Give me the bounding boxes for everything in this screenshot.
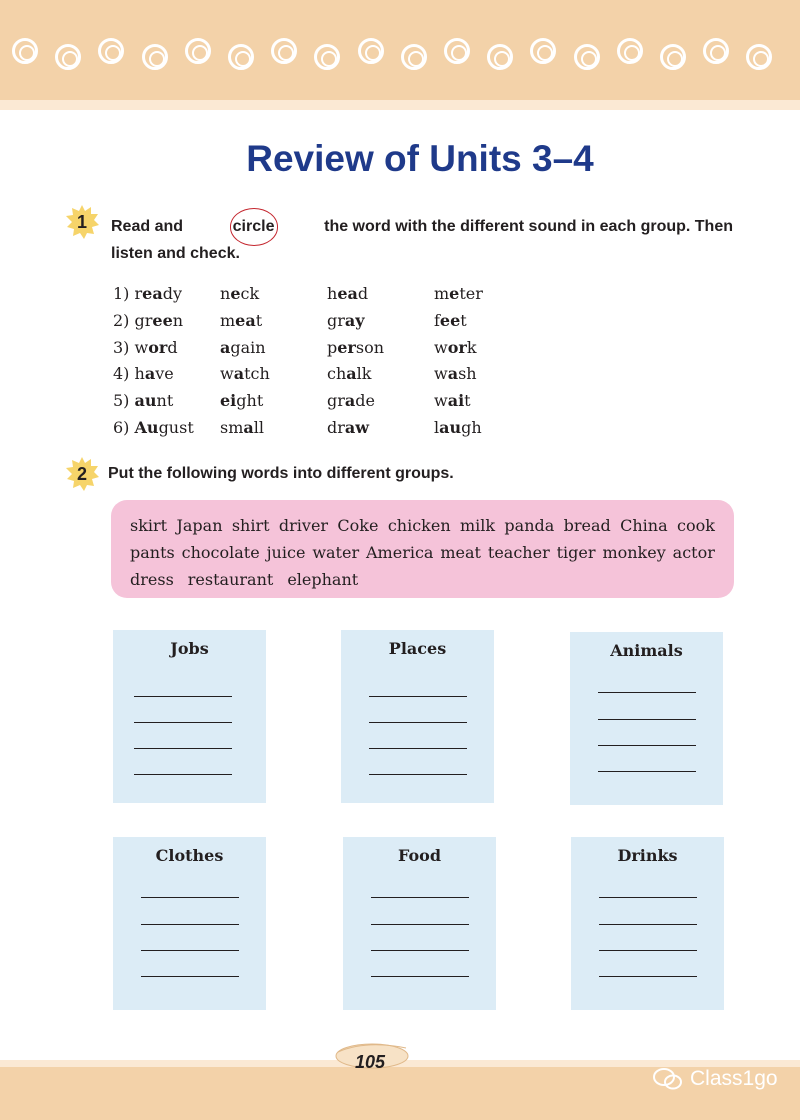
answer-blank[interactable] — [598, 719, 696, 720]
ring-ornament — [703, 38, 729, 64]
highlighted-letters: ea — [235, 310, 256, 330]
word-bank-word[interactable]: elephant — [287, 570, 359, 589]
word-part: de — [355, 391, 375, 411]
top-banner-stripe — [0, 100, 800, 110]
category-title: Clothes — [155, 846, 224, 865]
word-bank-word[interactable]: tiger — [556, 543, 596, 562]
sound-group-row — [113, 337, 514, 364]
exercise-2-instruction: Put the following words into different groups. — [108, 465, 454, 482]
ring-ornament — [228, 44, 254, 70]
word-part: w — [434, 364, 448, 384]
answer-blank[interactable] — [599, 976, 697, 977]
row-number: 1) — [113, 284, 130, 303]
answer-blank[interactable] — [141, 897, 239, 898]
word-bank-word[interactable]: chocolate — [181, 543, 260, 562]
word-option[interactable] — [220, 283, 327, 310]
sound-group-row — [113, 390, 514, 417]
category-box-places — [341, 630, 494, 803]
word-bank-line — [130, 539, 715, 566]
answer-blank[interactable] — [371, 897, 469, 898]
word-option[interactable] — [220, 337, 327, 364]
highlighted-letters: ee — [152, 310, 173, 330]
word-bank-line — [130, 512, 715, 539]
word-bank-word[interactable]: Coke — [337, 516, 379, 535]
word-part: h — [134, 364, 145, 384]
ring-ornament — [12, 38, 38, 64]
word-option[interactable] — [327, 417, 434, 444]
ring-ornament — [746, 44, 772, 70]
category-title: Places — [388, 639, 447, 658]
word-bank-word[interactable]: milk — [459, 516, 496, 535]
word-bank-word[interactable]: skirt — [130, 516, 168, 535]
highlighted-letters: ai — [447, 391, 465, 411]
word-part: n — [220, 284, 231, 303]
answer-blank[interactable] — [598, 771, 696, 772]
word-part: lk — [356, 364, 372, 384]
chat-bubble-icon — [652, 1066, 684, 1092]
word-part: l — [434, 417, 440, 437]
word-part: gust — [158, 417, 194, 437]
word-part: t — [255, 310, 263, 330]
category-box-drinks — [571, 837, 724, 1010]
instruction-text-before: Read and — [111, 218, 184, 235]
watermark — [652, 1066, 778, 1092]
highlighted-letters: ea — [337, 284, 358, 303]
word-part: t — [460, 310, 467, 330]
word-option[interactable] — [434, 310, 514, 337]
word-part: son — [355, 337, 385, 357]
word-part: w — [434, 391, 448, 411]
word-part: w — [220, 364, 234, 384]
word-bank-word[interactable]: juice — [266, 543, 306, 562]
row-number: 4) — [113, 364, 130, 384]
ring-ornament — [617, 38, 643, 64]
word-option[interactable] — [113, 417, 220, 444]
exercise-2-badge — [64, 456, 100, 492]
answer-blank[interactable] — [134, 696, 232, 697]
word-option[interactable] — [220, 417, 327, 444]
word-part: dy — [162, 284, 182, 303]
highlighted-letters: e — [449, 284, 460, 303]
word-bank-word[interactable]: panda — [504, 516, 555, 535]
word-part: r — [134, 284, 143, 303]
word-bank-word[interactable]: restaurant — [187, 570, 274, 589]
answer-blank[interactable] — [371, 924, 469, 925]
answer-blank[interactable] — [599, 950, 697, 951]
page-title: Review of Units 3–4 — [246, 138, 594, 179]
word-option[interactable] — [434, 390, 514, 417]
ring-ornament — [358, 38, 384, 64]
ring-ornament — [271, 38, 297, 64]
row-number: 5) — [113, 391, 130, 411]
word-bank-word[interactable]: water — [312, 543, 360, 562]
word-part: m — [220, 310, 236, 330]
word-option[interactable] — [113, 390, 220, 417]
row-number: 3) — [113, 337, 130, 357]
highlighted-letters: ay — [344, 310, 365, 330]
word-bank-word[interactable]: bread — [563, 516, 611, 535]
word-part: gr — [134, 310, 153, 330]
word-bank-word[interactable]: Japan — [176, 516, 223, 535]
word-part: d — [357, 284, 369, 303]
word-part: h — [327, 284, 338, 303]
highlighted-letters: Au — [134, 417, 159, 437]
exercise-1-badge — [64, 204, 100, 240]
word-part: gr — [327, 391, 345, 411]
word-option[interactable] — [113, 337, 220, 364]
exercise-2-number: 2 — [76, 464, 87, 484]
answer-blank[interactable] — [141, 924, 239, 925]
sound-group-row — [113, 363, 514, 390]
answer-blank[interactable] — [598, 745, 696, 746]
word-option[interactable] — [434, 283, 514, 310]
answer-blank[interactable] — [369, 696, 467, 697]
word-part: f — [434, 310, 440, 330]
answer-blank[interactable] — [599, 924, 697, 925]
highlighted-letters: er — [337, 337, 356, 357]
word-option[interactable] — [434, 363, 514, 390]
highlighted-letters: or — [148, 337, 168, 357]
word-part: n — [172, 310, 184, 330]
word-part: ck — [240, 284, 260, 303]
word-part: d — [167, 337, 178, 357]
row-number: 6) — [113, 417, 130, 437]
highlighted-letters: a — [144, 364, 156, 384]
word-option[interactable] — [220, 390, 327, 417]
word-part: gh — [461, 417, 482, 437]
category-title: Food — [397, 846, 441, 865]
highlighted-letters: ea — [142, 284, 163, 303]
word-part: gain — [230, 337, 266, 357]
answer-blank[interactable] — [371, 976, 469, 977]
answer-blank[interactable] — [134, 748, 232, 749]
word-option[interactable] — [113, 283, 220, 310]
category-box-jobs — [113, 630, 266, 803]
sound-group-row — [113, 417, 514, 444]
highlighted-letters: au — [134, 391, 157, 411]
word-bank-word[interactable]: cook — [676, 516, 715, 535]
word-bank-word[interactable]: pants — [130, 543, 175, 562]
word-part: ter — [459, 284, 483, 303]
highlighted-letters: ei — [220, 391, 237, 411]
word-part: ve — [155, 364, 174, 384]
word-bank-word[interactable]: driver — [278, 516, 329, 535]
ring-ornament — [574, 44, 600, 70]
word-bank-word[interactable]: teacher — [487, 543, 550, 562]
answer-blank[interactable] — [369, 748, 467, 749]
word-option[interactable] — [327, 310, 434, 337]
word-part: ch — [327, 364, 347, 384]
word-bank-word[interactable]: dress — [130, 570, 174, 589]
highlighted-letters: au — [439, 417, 462, 437]
word-bank-line — [130, 566, 715, 593]
sound-groups — [113, 283, 514, 444]
ring-ornament — [185, 38, 211, 64]
category-title: Animals — [610, 641, 683, 660]
highlighted-letters: ee — [439, 310, 461, 330]
word-option[interactable] — [113, 310, 220, 337]
word-part: w — [134, 337, 149, 357]
highlighted-letters: aw — [344, 417, 370, 437]
ring-ornament — [55, 44, 81, 70]
word-bank-word[interactable]: shirt — [231, 516, 270, 535]
answer-blank[interactable] — [371, 950, 469, 951]
ring-ornament — [314, 44, 340, 70]
word-part: w — [434, 337, 448, 357]
word-bank-word[interactable]: China — [620, 516, 668, 535]
ring-ornament — [530, 38, 556, 64]
word-bank-word[interactable]: actor — [672, 543, 715, 562]
answer-blank[interactable] — [599, 897, 697, 898]
answer-blank[interactable] — [141, 950, 239, 951]
word-part: tch — [244, 364, 270, 384]
word-part: k — [466, 337, 477, 357]
answer-blank[interactable] — [598, 692, 696, 693]
word-part: p — [327, 337, 338, 357]
top-banner — [0, 0, 800, 100]
answer-blank[interactable] — [134, 774, 232, 775]
category-box-animals — [570, 632, 723, 805]
word-bank-word[interactable]: chicken — [387, 516, 451, 535]
row-number: 2) — [113, 310, 130, 330]
answer-blank[interactable] — [369, 774, 467, 775]
word-bank-word[interactable]: America — [366, 543, 434, 562]
highlighted-letters: a — [447, 364, 459, 384]
word-option[interactable] — [327, 283, 434, 310]
answer-blank[interactable] — [369, 722, 467, 723]
instruction-line-2: listen and check. — [111, 245, 240, 262]
answer-blank[interactable] — [134, 722, 232, 723]
ring-ornament — [142, 44, 168, 70]
sound-group-row — [113, 283, 514, 310]
answer-blank[interactable] — [141, 976, 239, 977]
category-title: Jobs — [170, 639, 209, 658]
word-bank — [111, 500, 734, 598]
ring-ornament — [444, 38, 470, 64]
instruction-text-after: the word with the different sound in each group. Then — [324, 218, 733, 235]
highlighted-letters: a — [344, 391, 356, 411]
word-part: ll — [253, 417, 264, 437]
ring-ornament — [401, 44, 427, 70]
exercise-1-number: 1 — [76, 212, 87, 232]
word-bank-word[interactable]: meat — [440, 543, 481, 562]
word-option[interactable] — [220, 310, 327, 337]
highlighted-letters: a — [233, 364, 245, 384]
ring-ornament — [98, 38, 124, 64]
ring-ornament — [487, 44, 513, 70]
highlighted-letters: or — [447, 337, 467, 357]
category-title: Drinks — [617, 846, 678, 865]
word-part: nt — [156, 391, 174, 411]
word-option[interactable] — [113, 363, 220, 390]
word-part: t — [464, 391, 471, 411]
word-option[interactable] — [327, 337, 434, 364]
page-number: 105 — [354, 1052, 386, 1072]
word-option[interactable] — [220, 363, 327, 390]
exercise-1-instruction — [111, 213, 733, 267]
word-option[interactable] — [434, 417, 514, 444]
word-part: sm — [220, 417, 244, 437]
highlighted-letters: a — [243, 417, 254, 437]
word-part: gr — [327, 310, 345, 330]
word-part: ght — [236, 391, 264, 411]
ring-ornament — [660, 44, 686, 70]
highlighted-letters: a — [346, 364, 357, 384]
sound-group-row — [113, 310, 514, 337]
watermark-text: Class1go — [690, 1067, 778, 1090]
word-bank-word[interactable]: monkey — [602, 543, 666, 562]
word-part: sh — [458, 364, 477, 384]
category-box-clothes — [113, 837, 266, 1010]
word-option[interactable] — [434, 337, 514, 364]
highlighted-letters: e — [230, 284, 241, 303]
highlighted-letters: a — [220, 337, 231, 357]
word-part: m — [434, 284, 450, 303]
word-option[interactable] — [327, 390, 434, 417]
word-part: dr — [327, 417, 345, 437]
category-box-food — [343, 837, 496, 1010]
word-option[interactable] — [327, 363, 434, 390]
circled-word: circle — [233, 213, 275, 240]
